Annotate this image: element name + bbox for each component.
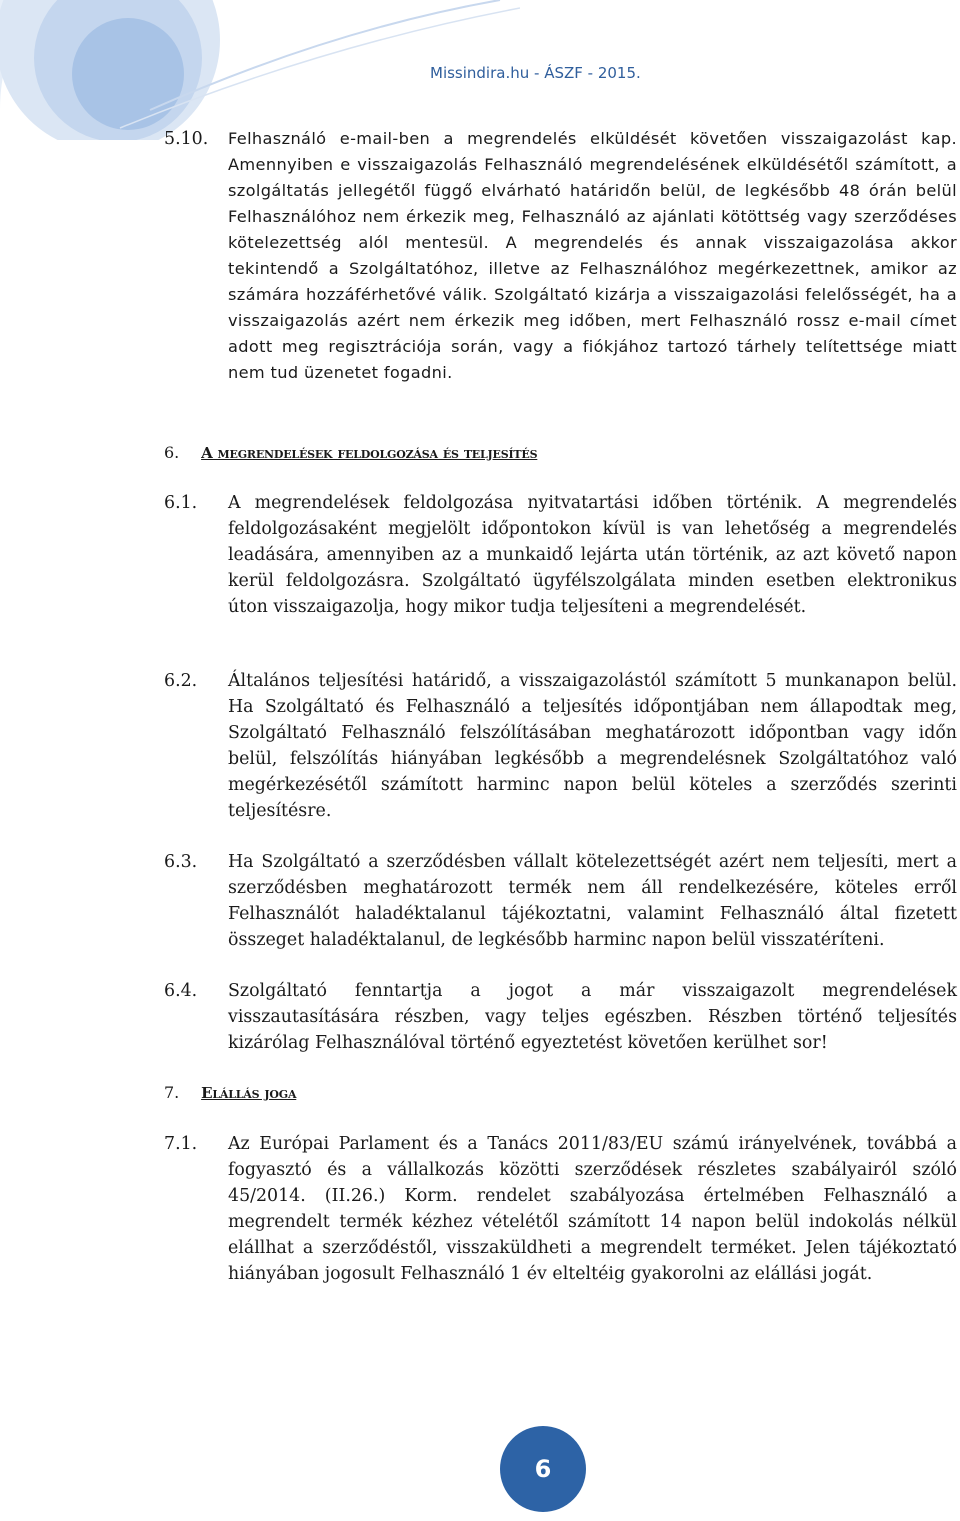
section-5-10 [164,126,957,386]
chapter-heading-7 [164,1080,296,1106]
section-6-4 [164,978,957,1056]
section-text: Általános teljesítési határidő, a visszaigazolástól számított 5 munkanapon belül. Ha Szolgáltató és Felhasználó a teljesítés időpontjában nem állapodtak meg, Szolgáltató Felhasználó felszólításában meghatározott időpontban vagy időn belül, felszólítás hiányában legkésőbb a megrendelésnek Szolgáltatóhoz való megérkezésétől számított harminc napon belül köteles a szerződés szerinti teljesítésre. [228,671,957,821]
chapter-title: Elállás joga [201,1084,297,1102]
chapter-title: A megrendelések feldolgozása és teljesítés [201,444,538,462]
section-7-1 [164,1131,957,1287]
section-text: A megrendelések feldolgozása nyitvatartási időben történik. A megrendelés feldolgozásaként megjelölt időpontokon kívül is van lehetőség a megrendelés leadására, amennyiben az a munkaidő lejárta után történik, az azt követő napon kerül feldolgozásra. Szolgáltató ügyfélszolgálata minden esetben elektronikus úton visszaigazolja, hogy mikor tudja teljesíteni a megrendelését. [228,493,957,617]
chapter-number: 7. [164,1083,180,1102]
chapter-heading-6 [164,440,537,466]
section-number: 6.4. [164,981,198,1001]
section-number: 6.2. [164,671,198,691]
page-number-badge [500,1426,586,1512]
section-text: Felhasználó e-mail-ben a megrendelés elküldését követően visszaigazolást kap. Amennyiben e visszaigazolás Felhasználó megrendelésének elküldésétől számított, a szolgáltatás jellegétől függő elvárható határidőn belül, de legkésőbb 48 órán belül Felhasználóhoz nem érkezik meg, Felhasználó az ajánlati kötöttség vagy szerződéses kötelezettség alól mentesül. A megrendelés és annak visszaigazolása akkor tekintendő a Szolgáltatóhoz, illetve az Felhasználóhoz megérkezettnek, amikor az számára hozzáférhetővé válik. Szolgáltató kizárja a visszaigazolási felelősségét, ha a visszaigazolás azért nem érkezik meg időben, mert Felhasználó rossz e-mail címet adott meg regisztrációja során, vagy a fiókjához tartozó tárhely telítettsége miatt nem tud üzenetet fogadni. [228,129,957,382]
section-number: 6.1. [164,493,198,513]
section-6-3 [164,849,957,953]
section-text: Az Európai Parlament és a Tanács 2011/83/EU számú irányelvének, továbbá a fogyasztó és a vállalkozás közötti szerződések részletes szabályairól szóló 45/2014. (II.26.) Korm. rendelet szabályozása értelmében Felhasználó a megrendelt termék kézhez vételétől számított 14 napon belül indokolás nélkül elállhat a szerződéstől, visszaküldheti a megrendelt terméket. Jelen tájékoztató hiányában jogosult Felhasználó 1 év elteltéig gyakorolni az elállási jogát. [228,1134,957,1284]
chapter-number: 6. [164,443,180,462]
section-number: 7.1. [164,1134,198,1154]
document-header-title: Missindira.hu - ÁSZF - 2015. [430,64,641,82]
section-text: Ha Szolgáltató a szerződésben vállalt kötelezettségét azért nem teljesíti, mert a szerződésben meghatározott termék nem áll rendelkezésére, köteles erről Felhasználót haladéktalanul tájékoztatni, valamint Felhasználó által fizetett összeget haladéktalanul, de legkésőbb harminc napon belül visszatéríteni. [228,852,957,950]
section-text: Szolgáltató fenntartja a jogot a már visszaigazolt megrendelések visszautasítására részben, vagy teljes egészben. Részben történő teljesítés kizárólag Felhasználóval történő egyeztetést követően kerülhet sor! [228,981,957,1053]
page-number: 6 [534,1455,552,1483]
section-6-1 [164,490,957,620]
section-number: 5.10. [164,129,209,149]
section-number: 6.3. [164,852,198,872]
section-6-2 [164,668,957,824]
